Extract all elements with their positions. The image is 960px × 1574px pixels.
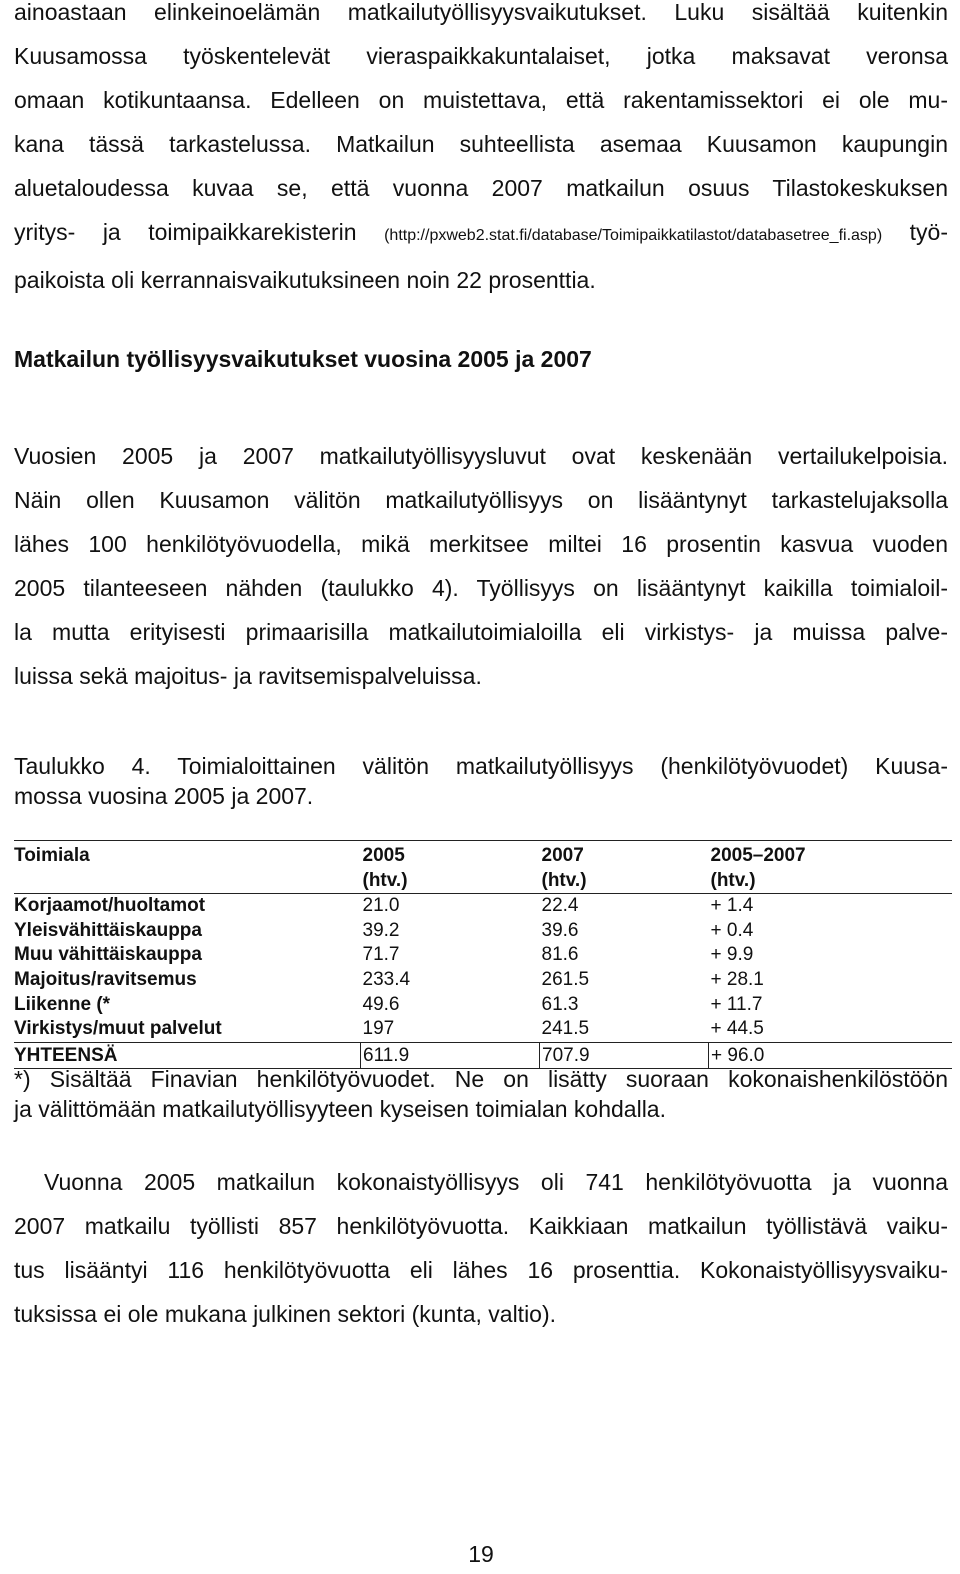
source-url-link[interactable]: (http://pxweb2.stat.fi/database/Toimipaikkatilastot/databasetree_fi.asp) — [384, 227, 883, 244]
value-change: + 0.4 — [710, 919, 754, 941]
paragraph-intro — [14, 0, 948, 302]
table-row — [14, 993, 952, 1018]
value-2007: 61.3 — [541, 993, 579, 1015]
text-line: kana tässä tarkastelussa. Matkailun suhteellista asemaa Kuusamon kaupungin — [14, 131, 948, 157]
total-value-change: + 96.0 — [709, 1042, 953, 1069]
text-line: aluetaloudessa kuvaa se, että vuonna 2007 matkailun osuus Tilastokeskuksen — [14, 175, 948, 201]
value-2005: 49.6 — [362, 993, 400, 1015]
paragraph-total-employment — [14, 1160, 948, 1336]
header-toimiala: Toimiala — [14, 845, 90, 866]
table-row — [14, 1017, 952, 1042]
value-change: + 28.1 — [710, 968, 764, 990]
value-2005: 233.4 — [362, 968, 411, 990]
text-line: omaan kotikuntaansa. Edelleen on muistettava, että rakentamissektori ei ole mu- — [14, 87, 948, 113]
row-label: Korjaamot/huoltamot — [14, 894, 361, 919]
value-2005: 197 — [362, 1018, 395, 1040]
text-line: 2005 tilanteeseen nähden (taulukko 4). Työllisyys on lisääntynyt kaikilla toimialoil- — [14, 575, 948, 601]
value-2007: 261.5 — [541, 968, 590, 990]
value-2007: 22.4 — [540, 894, 709, 919]
caption-line: mossa vuosina 2005 ja 2007. — [14, 783, 314, 809]
text-line: tuksissa ei ole mukana julkinen sektori (kunta, valtio). — [14, 1301, 557, 1327]
text-line: la mutta erityisesti primaarisilla matkailutoimialoilla eli virkistys- ja muissa palve- — [14, 619, 948, 645]
value-2007: 81.6 — [541, 944, 579, 966]
total-row-label: YHTEENSÄ — [14, 1042, 361, 1069]
row-label: Virkistys/muut palvelut — [14, 1018, 222, 1040]
table-header-row — [14, 841, 952, 894]
text-line: ainoastaan elinkeinoelämän matkailutyöllisyysvaikutukset. Luku sisältää kuitenkin — [14, 0, 948, 25]
header-2007: 2007 (htv.) — [541, 845, 587, 891]
table-row — [14, 968, 952, 993]
text-line: 2007 matkailu työllisti 857 henkilötyövuotta. Kaikkiaan matkailun työllistävä vaiku- — [14, 1213, 948, 1239]
header-2005: 2005 (htv.) — [362, 845, 408, 891]
footnote-line: ja välittömään matkailutyöllisyyteen kyseisen toimialan kohdalla. — [14, 1096, 666, 1122]
text-line: luissa sekä majoitus- ja ravitsemispalveluissa. — [14, 663, 482, 689]
page-number: 19 — [468, 1541, 494, 1567]
text-fragment: työ- — [909, 219, 949, 245]
table-footnote — [14, 1064, 948, 1124]
text-line: lähes 100 henkilötyövuodella, mikä merkitsee miltei 16 prosentin kasvua vuoden — [14, 531, 948, 557]
caption-line: Taulukko 4. Toimialoittainen välitön matkailutyöllisyys (henkilötyövuodet) Kuusa- — [14, 753, 948, 779]
text-line: paikoista oli kerrannaisvaikutuksineen noin 22 prosenttia. — [14, 267, 596, 293]
total-value-2005: 611.9 — [361, 1042, 540, 1069]
text-line: Vuonna 2005 matkailun kokonaistyöllisyys oli 741 henkilötyövuotta ja vuonna — [44, 1169, 948, 1195]
table-row — [14, 943, 952, 968]
value-2005: 39.2 — [362, 919, 400, 941]
row-label: Muu vähittäiskauppa — [14, 944, 202, 966]
text-line: Näin ollen Kuusamon välitön matkailutyöllisyys on lisääntynyt tarkastelujaksolla — [14, 487, 948, 513]
header-change: 2005–2007 (htv.) — [710, 845, 806, 891]
footnote-line: *) Sisältää Finavian henkilötyövuodet. Ne on lisätty suoraan kokonaishenkilöstöön — [14, 1066, 948, 1092]
row-label: Majoitus/ravitsemus — [14, 968, 197, 990]
value-2005: 21.0 — [361, 894, 540, 919]
value-2007: 39.6 — [541, 919, 579, 941]
total-value-2007: 707.9 — [540, 1042, 709, 1069]
value-2007: 241.5 — [541, 1018, 590, 1040]
text-line-with-url — [14, 210, 948, 258]
table-caption — [14, 751, 948, 811]
employment-table — [14, 840, 952, 1069]
value-change: + 9.9 — [710, 944, 754, 966]
table-row — [14, 894, 952, 919]
text-line: Kuusamossa työskentelevät vieraspaikkakuntalaiset, jotka maksavat veronsa — [14, 43, 948, 69]
row-label: Liikenne (* — [14, 993, 111, 1015]
value-2005: 71.7 — [362, 944, 400, 966]
section-heading: Matkailun työllisyysvaikutukset vuosina 2005 ja 2007 — [14, 346, 592, 372]
row-label: Yleisvähittäiskauppa — [14, 919, 202, 941]
value-change: + 44.5 — [710, 1018, 764, 1040]
table-row — [14, 919, 952, 944]
text-line: Vuosien 2005 ja 2007 matkailutyöllisyysluvut ovat keskenään vertailukelpoisia. — [14, 443, 948, 469]
paragraph-comparison — [14, 434, 948, 698]
value-change: + 11.7 — [710, 993, 763, 1015]
value-change: + 1.4 — [709, 894, 953, 919]
text-fragment: yritys- ja toimipaikkarekisterin — [14, 219, 357, 245]
text-line: tus lisääntyi 116 henkilötyövuotta eli lähes 16 prosenttia. Kokonaistyöllisyysvaiku- — [14, 1257, 948, 1283]
